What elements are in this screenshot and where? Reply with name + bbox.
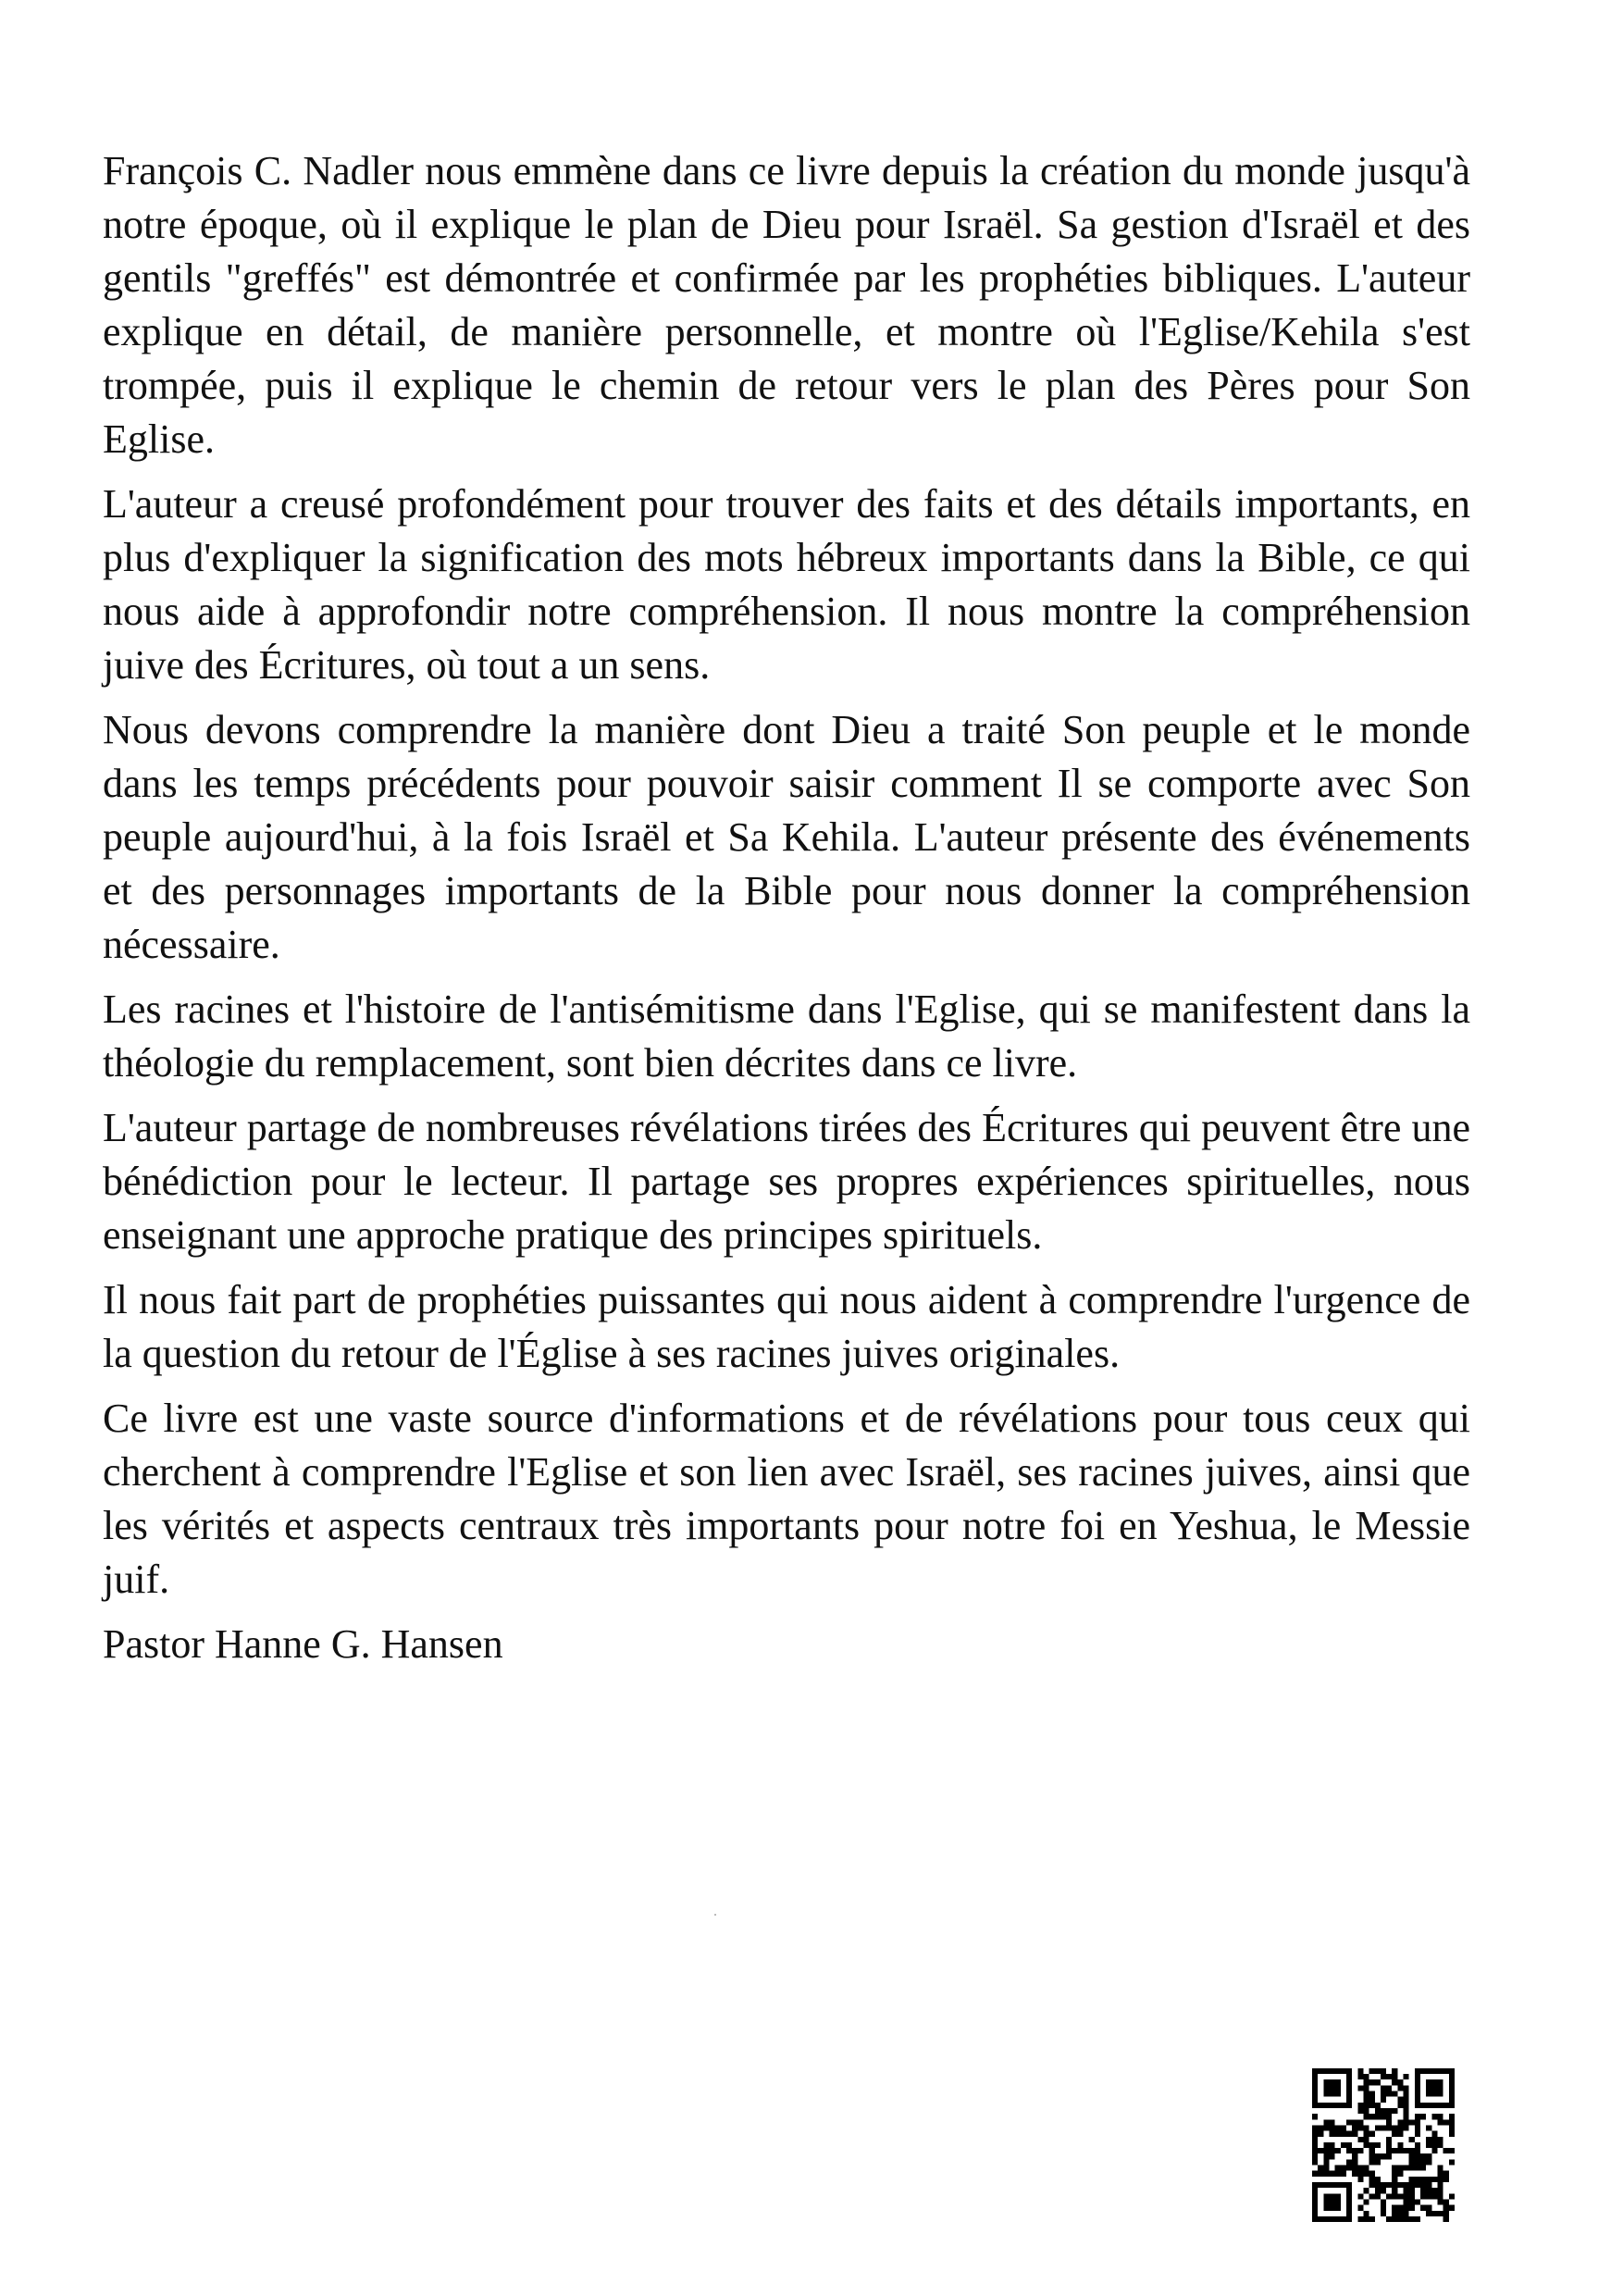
paragraph-5: L'auteur partage de nombreuses révélations tirées des Écritures qui peuvent être une bénédiction pour le lecteur. Il partage ses propres expériences spirituelles, nous enseignant une approche pratique des principes spirituels. — [103, 1105, 1470, 1258]
qr-code-icon — [1312, 2066, 1455, 2224]
paragraph-4: Les racines et l'histoire de l'antisémitisme dans l'Eglise, qui se manifestent dans la théologie du remplacement, sont bien décrites dans ce livre. — [103, 987, 1470, 1086]
paragraph-3: Nous devons comprendre la manière dont Dieu a traité Son peuple et le monde dans les temps précédents pour pouvoir saisir comment Il se comporte avec Son peuple aujourd'hui, à la fois Israël et Sa Kehila. L'auteur présente des événements et des personnages importants de la Bible pour nous donner la compréhension nécessaire. — [103, 707, 1470, 967]
paragraph-2: L'auteur a creusé profondément pour trouver des faits et des détails importants, en plus d'expliquer la signification des mots hébreux importants dans la Bible, ce qui nous aide à approfondir notre compréhension. Il nous montre la compréhension juive des Écritures, où tout a un sens. — [103, 481, 1470, 688]
paragraph-7: Ce livre est une vaste source d'informations et de révélations pour tous ceux qui cherchent à comprendre l'Eglise et son lien avec Israël, ses racines juives, ainsi que les vérités et aspects centraux très importants pour notre foi en Yeshua, le Messie juif. — [103, 1396, 1470, 1602]
paragraph-1: François C. Nadler nous emmène dans ce livre depuis la création du monde jusqu'à notre époque, où il explique le plan de Dieu pour Israël. Sa gestion d'Israël et des gentils "greffés" est démontrée et confirmée par les prophéties bibliques. L'auteur explique en détail, de manière personnelle, et montre où l'Eglise/Kehila s'est trompée, puis il explique le chemin de retour vers le plan des Pères pour Son Eglise. — [103, 148, 1470, 462]
page-content — [103, 144, 1470, 1671]
signature: Pastor Hanne G. Hansen — [103, 1621, 503, 1667]
paragraph-6: Il nous fait part de prophéties puissantes qui nous aident à comprendre l'urgence de la question du retour de l'Église à ses racines juives originales. — [103, 1277, 1470, 1376]
stray-mark — [714, 1914, 716, 1916]
